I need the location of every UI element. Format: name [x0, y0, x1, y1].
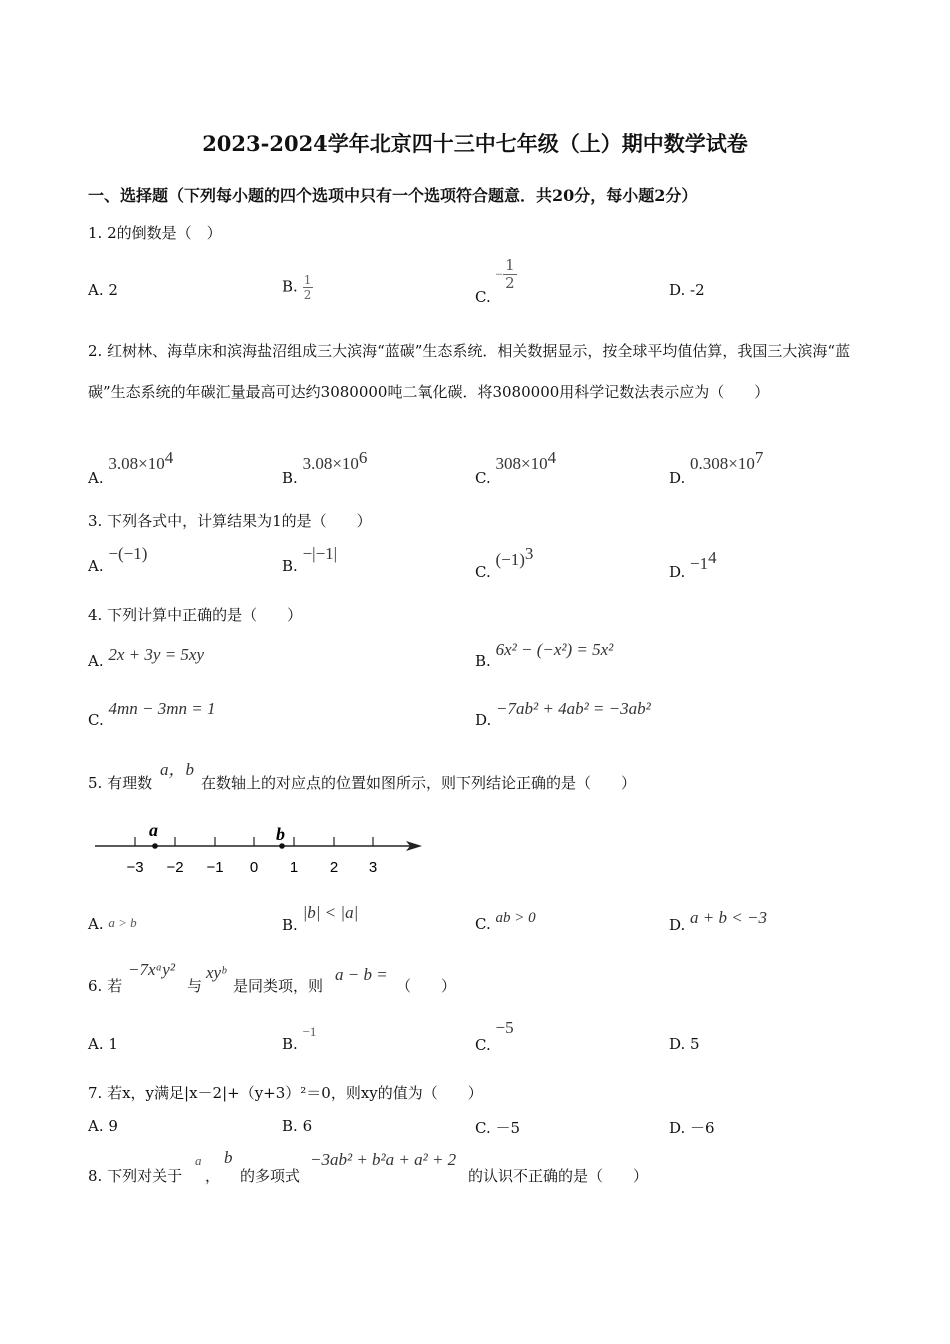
q6-option-d: D. 5 [669, 1035, 700, 1053]
q2-option-c: C. $308\times 10^4$ [475, 448, 557, 487]
q1-option-d: D. -2 [669, 281, 705, 299]
q6-stem-number: 6. 若 [88, 977, 123, 995]
q5-option-b: B. |b| < |a| [282, 903, 359, 934]
q4-option-d: D. −7ab² + 4ab² = −3ab² [475, 699, 651, 729]
q2-option-b: B. $3.08\times 10^6$ [282, 448, 368, 487]
q8-var-b: b [224, 1148, 233, 1167]
q8-mid: 的多项式 [240, 1167, 301, 1185]
q8-var-a: a [195, 1153, 202, 1168]
q3-option-a: A. −(−1) [88, 544, 148, 575]
q6-expr2: xyᵇ [206, 963, 226, 982]
q1-option-b: B. $\frac{1}{2}$ [282, 273, 312, 302]
q6-option-b: B. −1 [282, 1024, 317, 1053]
tick-label: 0 [249, 859, 259, 876]
q8-stem-number: 8. 下列对关于 [88, 1167, 183, 1185]
q5-option-a: A. a > b [88, 915, 137, 933]
q1-b-fraction: $\frac{1}{2}$ [303, 273, 312, 302]
q1-c-fraction: $\frac{1}{2}$ [503, 258, 517, 291]
point-b-label: b [276, 824, 285, 844]
q5-stem-number: 5. 有理数 [88, 774, 153, 792]
q4-option-c: C. 4mn − 3mn = 1 [88, 699, 216, 729]
q6-expr1: −7xᵃy² [128, 960, 175, 979]
q3-option-b: B. −|−1| [282, 544, 338, 575]
q5-stem-vars: a，b [160, 760, 194, 779]
q5-stem-rest: 在数轴上的对应点的位置如图所示，则下列结论正确的是（ ） [201, 774, 637, 792]
point-b [279, 843, 285, 849]
q4-stem: 4. 下列计算中正确的是（ ） [88, 606, 303, 624]
tick-label: −2 [166, 859, 184, 876]
q8-comma: ， [205, 1167, 221, 1185]
point-a-label: a [149, 820, 158, 840]
q5-option-d: D. a + b < −3 [669, 908, 767, 934]
q6-with: 与 [187, 977, 203, 995]
q1-option-c: C. − $\frac{1}{2}$ [475, 258, 517, 291]
q5-option-c: C. ab > 0 [475, 910, 536, 933]
q4-option-b: B. 6x² − (−x²) = 5x² [475, 640, 614, 670]
q2-option-d: D. $0.308\times 10^7$ [669, 448, 764, 487]
q8-polynomial: −3ab² + b²a + a² + 2 [310, 1150, 457, 1169]
q3-option-c: C. $(-1)^3$ [475, 544, 534, 581]
q6-option-c: C. −5 [475, 1018, 514, 1054]
q3-option-d: D. $-1^4$ [669, 548, 717, 581]
q4-option-a: A. 2x + 3y = 5xy [88, 645, 205, 670]
q7-option-b: B. 6 [282, 1117, 313, 1135]
tick-label: −1 [206, 859, 224, 876]
q6-option-a: A. 1 [88, 1035, 118, 1053]
q6-expr3: a − b = [335, 965, 388, 984]
tick-label: −3 [126, 859, 144, 876]
tick-label: 3 [368, 859, 378, 876]
q1-option-a: A. 2 [88, 281, 118, 299]
q3-stem: 3. 下列各式中，计算结果为1的是（ ） [88, 512, 372, 530]
tick-label: 2 [329, 859, 339, 876]
q7-option-d: D. －6 [669, 1119, 715, 1137]
q1-stem: 1. 2的倒数是（ ） [88, 224, 222, 242]
page-title: 2023-2024学年北京四十三中七年级（上）期中数学试卷 [202, 131, 748, 156]
q6-mid: 是同类项，则 [233, 977, 324, 995]
number-line-figure [92, 820, 427, 880]
q6-tail: （ ） [396, 977, 457, 995]
q7-stem: 7. 若x，y满足|x－2|+（y+3）²＝0，则xy的值为（ ） [88, 1084, 483, 1102]
q2-stem: 2. 红树林、海草床和滨海盐沼组成三大滨海“蓝碳”生态系统．相关数据显示，按全球平均值估算，我国三大滨海“蓝碳”生态系统的年碳汇量最高可达约3080000吨二氧化碳．将3080000用科学记数法表示应为（ ） [88, 342, 851, 401]
section-heading: 一、选择题（下列每小题的四个选项中只有一个选项符合题意．共20分，每小题2分） [88, 186, 698, 205]
point-a [152, 843, 158, 849]
q2-option-a: A. $3.08\times 10^4$ [88, 448, 174, 487]
q8-tail: 的认识不正确的是（ ） [468, 1167, 649, 1185]
q7-option-c: C. －5 [475, 1119, 521, 1137]
q7-option-a: A. 9 [88, 1117, 118, 1135]
tick-label: 1 [289, 859, 299, 876]
